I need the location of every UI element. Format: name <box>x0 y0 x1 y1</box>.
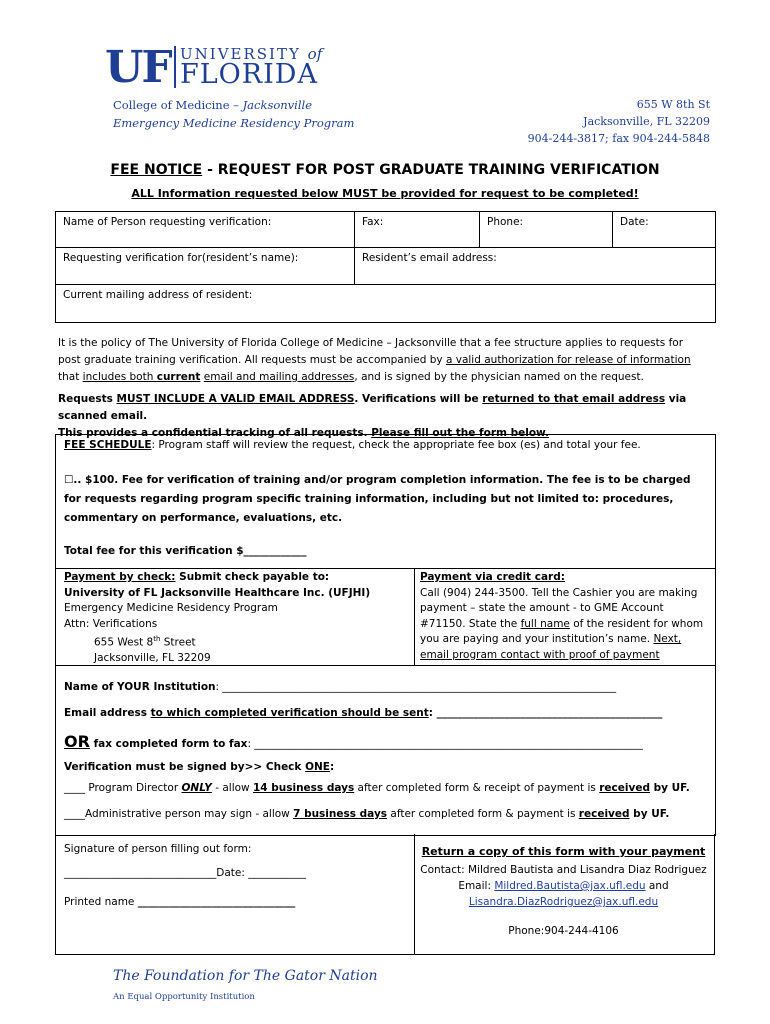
card-instructions: Call (904) 244-3500. Tell the Cashier you are making payment – state the amount - to GME Account #71150. State the full name of the resident for whom you are paying and your institution’s name. Next, email program contact with proof of payment <box>420 586 704 661</box>
email-link-diazrodriguez[interactable]: Lisandra.DiazRodriguez@jax.ufl.edu <box>468 896 659 908</box>
signature-label: Signature of person filling out form: <box>64 843 252 855</box>
fee-option: ☐.. $100. Fee for verification of training and/or program completion information. The fee is to be charged for requests regarding program specific training information, including but not limited to: procedures, commentary on performance, evaluations, etc. <box>64 474 691 524</box>
return-contacts <box>413 862 714 910</box>
check-street: 655 West 8th Street <box>94 635 196 649</box>
program-director-option[interactable]: ____ Program Director ONLY - allow 14 business days after completed form & receipt of payment is received by UF. <box>64 782 690 794</box>
address-line: Jacksonville, FL 32209 <box>583 115 710 128</box>
contact-email: Email: Mildred.Bautista@jax.ufl.edu and <box>458 880 669 892</box>
field-phone[interactable]: Phone: <box>480 212 613 248</box>
check-program: Emergency Medicine Residency Program <box>64 602 278 614</box>
field-name-requesting[interactable]: Name of Person requesting verification: <box>56 212 355 248</box>
card-heading: Payment via credit card: <box>420 571 565 583</box>
fee-schedule-box <box>55 434 716 836</box>
check-heading: Payment by check: Submit check payable to: <box>64 571 330 583</box>
fax-field[interactable]: OR fax completed form to fax: __________________________________________________________________________ <box>64 732 643 751</box>
check-attn: Attn: Verifications <box>64 617 158 630</box>
requester-info-table <box>55 211 716 323</box>
return-title: Return a copy of this form with your payment <box>421 845 706 858</box>
policy-text: It is the policy of The University of Florida College of Medicine – Jacksonville that a fee structure applies to requests for post graduate training verification. All requests must be accompanied by a valid authorization for release of information that includes both current email and mailing addresses, and is signed by the physician named on the request. <box>58 337 691 383</box>
address-line: 904-244-3817; fax 904-244-5848 <box>527 132 710 145</box>
payment-by-card <box>414 568 715 666</box>
printed-name-field[interactable]: Printed name ______________________________ <box>64 896 296 908</box>
field-mailing-address[interactable]: Current mailing address of resident: <box>56 285 716 323</box>
address-block <box>528 96 710 147</box>
signature-box <box>55 834 415 955</box>
page-title: FEE NOTICE - REQUEST FOR POST GRADUATE TRAINING VERIFICATION <box>110 162 660 178</box>
uf-logo-monogram: UF <box>105 42 171 93</box>
fee-schedule-heading: FEE SCHEDULE: Program staff will review the request, check the appropriate fee box (es) and total your fee. <box>64 439 641 451</box>
email-field[interactable]: Email address to which completed verification should be sent: ___________________________________________ <box>64 707 663 719</box>
field-resident-email[interactable]: Resident’s email address: <box>355 248 716 285</box>
signature-line[interactable]: _____________________________Date: ___________ <box>64 867 306 879</box>
requests-text: Requests MUST INCLUDE A VALID EMAIL ADDRESS. Verifications will be returned to that email address via scanned email. This provides a confidential tracking of all requests. Please fill out the form below. <box>58 393 687 439</box>
total-fee-line[interactable]: Total fee for this verification $____________ <box>64 545 307 557</box>
signature-requirement: Verification must be signed by>> Check ONE: <box>64 761 335 773</box>
logo-divider <box>174 46 176 88</box>
college-name: College of Medicine – Jacksonville <box>113 98 313 112</box>
logo-florida: FLORIDA <box>180 59 318 90</box>
department <box>113 96 354 132</box>
email-program-contact-link[interactable]: Next, email program contact with proof of payment <box>420 633 682 661</box>
field-date[interactable]: Date: <box>613 212 716 248</box>
page-subtitle: ALL Information requested below MUST be provided for request to be completed! <box>131 187 639 200</box>
footer-slogan: The Foundation for The Gator Nation <box>113 968 378 984</box>
contact-names: Contact: Mildred Bautista and Lisandra Diaz Rodriguez <box>420 864 707 876</box>
payment-by-check <box>56 568 415 666</box>
email-link-bautista[interactable]: Mildred.Bautista@jax.ufl.edu <box>494 880 646 892</box>
institution-field[interactable]: Name of YOUR Institution: ___________________________________________________________________________ <box>64 681 617 693</box>
field-fax[interactable]: Fax: <box>355 212 480 248</box>
fee-checkbox[interactable]: ☐ <box>64 474 74 486</box>
footer-eoi: An Equal Opportunity Institution <box>113 992 255 1002</box>
field-resident-name[interactable]: Requesting verification for(resident’s name): <box>56 248 355 285</box>
logo-university: UNIVERSITY of <box>180 45 323 63</box>
return-copy-box <box>413 834 715 955</box>
address-line: 655 W 8th St <box>636 98 710 111</box>
administrative-option[interactable]: ____Administrative person may sign - allow 7 business days after completed form & payment is received by UF. <box>64 808 670 820</box>
check-payee: University of FL Jacksonville Healthcare Inc. (UFJHI) <box>64 586 371 599</box>
return-phone: Phone:904-244-4106 <box>508 925 619 937</box>
program-name: Emergency Medicine Residency Program <box>113 116 355 130</box>
check-city: Jacksonville, FL 32209 <box>94 652 211 664</box>
